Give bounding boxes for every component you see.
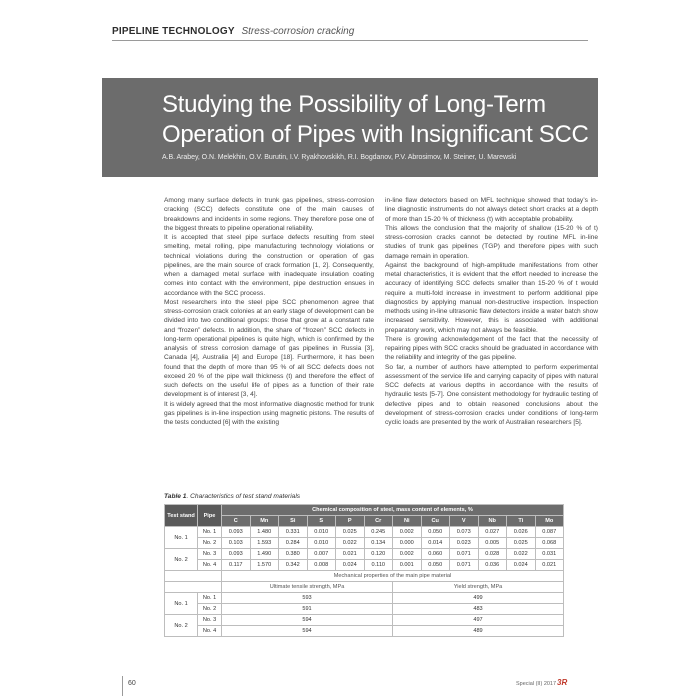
- test-stand-cell: No. 2: [165, 549, 198, 571]
- element-header: Cu: [421, 516, 450, 527]
- value-cell: 0.002: [393, 527, 422, 538]
- issue-label: Special (II) 2017: [516, 681, 557, 687]
- value-cell: 0.023: [450, 538, 479, 549]
- element-header: P: [336, 516, 365, 527]
- value-cell: 1.490: [250, 549, 279, 560]
- value-cell: 0.021: [336, 549, 365, 560]
- value-cell: 0.071: [450, 549, 479, 560]
- col-header-chemical: Chemical composition of steel, mass content of elements, %: [222, 505, 564, 516]
- pipe-cell: No. 1: [198, 593, 222, 604]
- value-cell: 0.110: [364, 560, 393, 571]
- topic-label: Stress-corrosion cracking: [241, 26, 355, 37]
- element-header: V: [450, 516, 479, 527]
- title-banner: [102, 78, 598, 177]
- value-cell: 0.380: [279, 549, 308, 560]
- value-cell: 0.134: [364, 538, 393, 549]
- value-cell: 0.026: [507, 527, 536, 538]
- pipe-cell: No. 2: [198, 538, 222, 549]
- element-header: S: [307, 516, 336, 527]
- uts-value-cell: 594: [222, 626, 393, 637]
- article-title: [162, 90, 592, 150]
- title-line-2: Operation of Pipes with Insignificant SCC: [162, 121, 589, 148]
- value-cell: 0.120: [364, 549, 393, 560]
- table-caption: [164, 493, 300, 500]
- value-cell: 0.005: [478, 538, 507, 549]
- table-row: [165, 538, 564, 549]
- value-cell: 0.022: [336, 538, 365, 549]
- table-row: [165, 593, 564, 604]
- pipe-cell: No. 3: [198, 615, 222, 626]
- value-cell: 0.036: [478, 560, 507, 571]
- paragraph: It is accepted that steel pipe surface defects resulting from steel smelting, metal rolling, pipe manufacturing technology violations or technical violations during the construction or operation of gas pipelines, are the main source of crack formation [1, 2]. Consequently, when a damaged metal surface with inadequate insulation coating comes into contact with the environment, pipe destruction ensues in accordance with the SCC process.: [164, 234, 374, 297]
- title-line-1: Studying the Possibility of Long-Term: [162, 91, 546, 118]
- mech-header-row: [165, 582, 564, 593]
- value-cell: 0.000: [393, 538, 422, 549]
- table-caption-label: Table 1: [164, 493, 187, 500]
- running-header: [112, 24, 588, 41]
- value-cell: 0.103: [222, 538, 251, 549]
- element-header: Ti: [507, 516, 536, 527]
- value-cell: 0.024: [507, 560, 536, 571]
- uts-value-cell: 593: [222, 593, 393, 604]
- value-cell: 0.014: [421, 538, 450, 549]
- value-cell: 0.068: [535, 538, 564, 549]
- value-cell: 0.002: [393, 549, 422, 560]
- value-cell: 0.060: [421, 549, 450, 560]
- paragraph: Most researchers into the steel pipe SCC phenomenon agree that stress-corrosion crack colonies at an early stage of development can be divided into two conditional groups: those that grow at a constant rate and “frozen” defects. In addition, the share of “frozen” SCC defects in long-term operational pipelines is quite high, which is confirmed by the analysis of stress corrosion damage of gas pipelines in Russia [3], Canada [4], Australia [4] and Europe [18]. Furthermore, it has been found that the depth of more than 95 % of all SCC defects does not exceed 20 % of the pipe wall thickness (t) and therefore the effect of such defects on the useful life of pipes as a function of their rate development is of interest [3, 4].: [164, 298, 374, 399]
- table-row: [165, 527, 564, 538]
- value-cell: 0.010: [307, 538, 336, 549]
- value-cell: 0.245: [364, 527, 393, 538]
- pipe-cell: No. 3: [198, 549, 222, 560]
- uts-header: Ultimate tensile strength, MPa: [222, 582, 393, 593]
- value-cell: 0.001: [393, 560, 422, 571]
- pipe-cell: No. 2: [198, 604, 222, 615]
- element-header: Nb: [478, 516, 507, 527]
- footer-divider: [122, 676, 123, 696]
- yield-header: Yield strength, MPa: [393, 582, 564, 593]
- pipe-cell: No. 1: [198, 527, 222, 538]
- value-cell: 0.007: [307, 549, 336, 560]
- table-row: [165, 604, 564, 615]
- value-cell: 0.087: [535, 527, 564, 538]
- author-list: A.B. Arabey, O.N. Melekhin, O.V. Burutin, I.V. Ryakhovskikh, R.I. Bogdanov, P.V. Abrosimov, M. Steiner, U. Marewski: [162, 154, 517, 161]
- value-cell: 0.342: [279, 560, 308, 571]
- mech-properties-title: Mechanical properties of the main pipe material: [222, 571, 564, 582]
- value-cell: 0.050: [421, 560, 450, 571]
- table-header-row: [165, 505, 564, 516]
- empty-cell: [165, 571, 222, 582]
- body-column-left: [164, 196, 374, 427]
- table-row: [165, 615, 564, 626]
- materials-table: [164, 504, 564, 637]
- paragraph: It is widely agreed that the most informative diagnostic method for trunk gas pipelines is in-line inspection using magnetic pistons. The results of the tests conducted [6] with the existing: [164, 400, 374, 426]
- empty-cell: [165, 582, 222, 593]
- paragraph: So far, a number of authors have attempted to perform experimental assessment of the service life and carrying capacity of pipes with natural SCC defects at various depths in accordance with the results of hydraulic tests [5-7]. One consistent methodology for hydraulic testing of defective pipes and to obtain reasoned conclusions about the development of stress-corrosion cracks under conditions of long-term cyclic loads are presented by the work of Australian researchers [5].: [385, 363, 598, 426]
- yield-value-cell: 483: [393, 604, 564, 615]
- table-row: [165, 560, 564, 571]
- element-header: Mn: [250, 516, 279, 527]
- value-cell: 0.025: [507, 538, 536, 549]
- paragraph: in-line flaw detectors based on MFL technique showed that today’s in-line diagnostic instruments do not always detect short cracks at a depth of more than 15-20 % of thickness (t) with acceptable probability.: [385, 197, 598, 223]
- section-label: PIPELINE TECHNOLOGY: [112, 26, 235, 37]
- paragraph: Against the background of high-amplitude manifestations from other metal characteristics, it is evident that the effort needed to increase the accuracy of identifying SCC defects smaller than 15-20 % of t would require a multi-fold increase in investment to perform additional pipe diagnostics by applying manual non-destructive inspection. Inspection methods using in-line ultrasonic flaw detectors inside a water batch show increased sensitivity. However, this is associated with additional preparatory work, which may not always be feasible.: [385, 261, 598, 334]
- value-cell: 0.284: [279, 538, 308, 549]
- test-stand-cell: No. 1: [165, 593, 198, 615]
- publisher-logo: 3R: [557, 678, 568, 687]
- mech-title-row: [165, 571, 564, 582]
- uts-value-cell: 591: [222, 604, 393, 615]
- test-stand-cell: No. 1: [165, 527, 198, 549]
- value-cell: 0.028: [478, 549, 507, 560]
- value-cell: 0.027: [478, 527, 507, 538]
- paragraph: Among many surface defects in trunk gas pipelines, stress-corrosion cracking (SCC) defects constitute one of the main causes of breakdowns and incidents in some regions. They therefore pose one of the biggest threats to pipeline operational reliability.: [164, 197, 374, 232]
- pipe-cell: No. 4: [198, 560, 222, 571]
- value-cell: 0.050: [421, 527, 450, 538]
- pipe-cell: No. 4: [198, 626, 222, 637]
- element-header-row: [165, 516, 564, 527]
- paragraph: This allows the conclusion that the majority of shallow (15-20 % of t) stress-corrosion cracks cannot be detected by routine MFL in-line studies of trunk gas pipelines (TGP) and therefore pipes with such damage remain in operation.: [385, 224, 598, 260]
- element-header: Si: [279, 516, 308, 527]
- value-cell: 0.008: [307, 560, 336, 571]
- value-cell: 1.593: [250, 538, 279, 549]
- chemical-rows: [165, 527, 564, 571]
- page-number: 60: [128, 680, 136, 687]
- col-header-pipe: Pipe: [198, 505, 222, 527]
- value-cell: 0.071: [450, 560, 479, 571]
- value-cell: 0.073: [450, 527, 479, 538]
- mechanical-rows: [165, 593, 564, 637]
- value-cell: 0.031: [535, 549, 564, 560]
- element-header: Mo: [535, 516, 564, 527]
- body-column-right: [385, 196, 598, 427]
- value-cell: 0.093: [222, 549, 251, 560]
- yield-value-cell: 497: [393, 615, 564, 626]
- yield-value-cell: 499: [393, 593, 564, 604]
- value-cell: 0.021: [535, 560, 564, 571]
- element-header: Ni: [393, 516, 422, 527]
- table-row: [165, 626, 564, 637]
- value-cell: 1.480: [250, 527, 279, 538]
- uts-value-cell: 594: [222, 615, 393, 626]
- value-cell: 0.022: [507, 549, 536, 560]
- value-cell: 0.093: [222, 527, 251, 538]
- element-header: Cr: [364, 516, 393, 527]
- element-header: C: [222, 516, 251, 527]
- value-cell: 0.117: [222, 560, 251, 571]
- yield-value-cell: 489: [393, 626, 564, 637]
- value-cell: 0.010: [307, 527, 336, 538]
- value-cell: 0.025: [336, 527, 365, 538]
- value-cell: 0.331: [279, 527, 308, 538]
- test-stand-cell: No. 2: [165, 615, 198, 637]
- col-header-test-stand: Test stand: [165, 505, 198, 527]
- value-cell: 1.570: [250, 560, 279, 571]
- value-cell: 0.024: [336, 560, 365, 571]
- paragraph: There is growing acknowledgement of the fact that the necessity of repairing pipes with SCC cracks should be graduated in accordance with the reliability and integrity of the gas pipeline.: [385, 335, 598, 362]
- table-row: [165, 549, 564, 560]
- table-caption-text: . Characteristics of test stand materials: [186, 493, 301, 500]
